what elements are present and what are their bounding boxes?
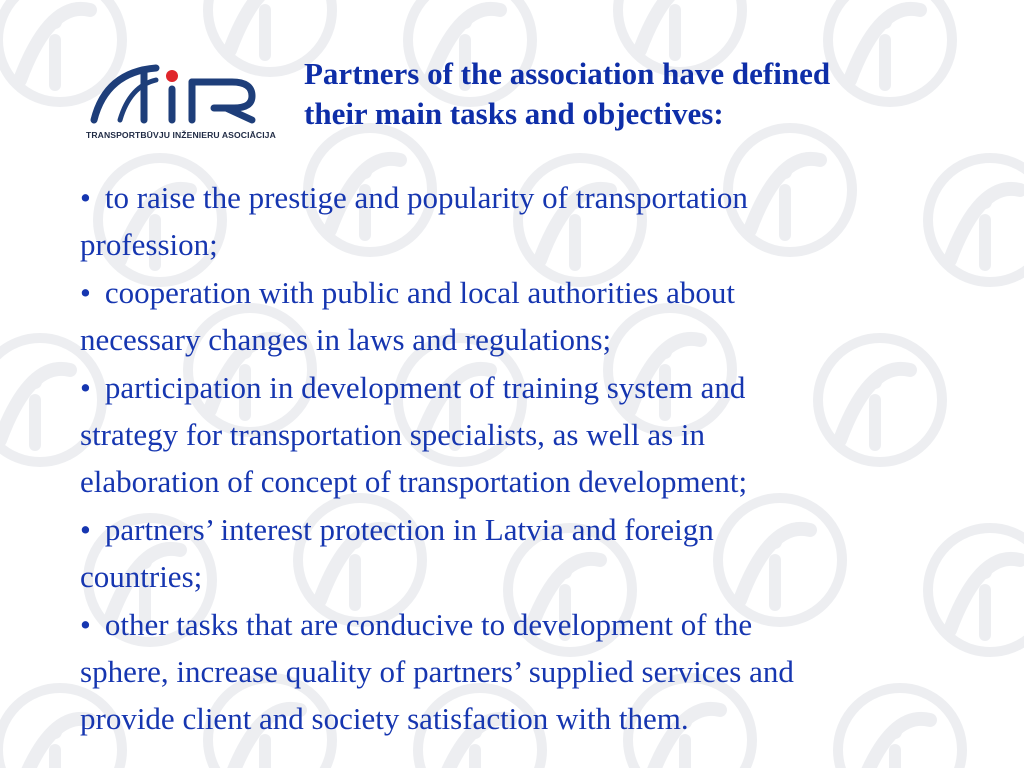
list-item-line: elaboration of concept of transportation development; — [80, 464, 748, 500]
association-logo — [86, 62, 276, 148]
list-item-line: • other tasks that are conducive to development of the — [80, 606, 753, 642]
list-item — [80, 174, 1010, 269]
list-item — [80, 269, 1010, 364]
bullet-icon: • — [80, 369, 91, 405]
slide-title-line-2: their main tasks and objectives: — [304, 96, 724, 131]
slide-title — [304, 54, 1004, 134]
list-item-line: • cooperation with public and local authorities about — [80, 274, 736, 310]
list-item-line: strategy for transportation specialists, as well as in — [80, 417, 706, 453]
list-item-line: necessary changes in laws and regulations; — [80, 322, 612, 358]
tia-logo-icon — [86, 62, 262, 126]
logo-caption: TRANSPORTBŪVJU INŽENIERU ASOCIĀCIJA — [86, 130, 276, 140]
bullet-icon: • — [80, 180, 91, 215]
list-item-line: • participation in development of training system and — [80, 369, 746, 405]
list-item-line: • partners’ interest protection in Latvia and foreign — [80, 511, 714, 547]
list-item-line: provide client and society satisfaction with them. — [80, 701, 689, 737]
list-item-line: countries; — [80, 559, 203, 595]
list-item-line: • to raise the prestige and popularity of transportation — [80, 180, 748, 215]
bullet-icon: • — [80, 274, 91, 310]
list-item — [80, 364, 1010, 506]
list-item — [80, 601, 1010, 743]
list-item-line: profession; — [80, 227, 218, 263]
list-item — [80, 506, 1010, 601]
bullet-icon: • — [80, 511, 91, 547]
bullet-icon: • — [80, 606, 91, 642]
objectives-list — [80, 174, 1010, 743]
list-item-line: sphere, increase quality of partners’ supplied services and — [80, 654, 794, 690]
slide-title-line-1: Partners of the association have defined — [304, 56, 831, 91]
